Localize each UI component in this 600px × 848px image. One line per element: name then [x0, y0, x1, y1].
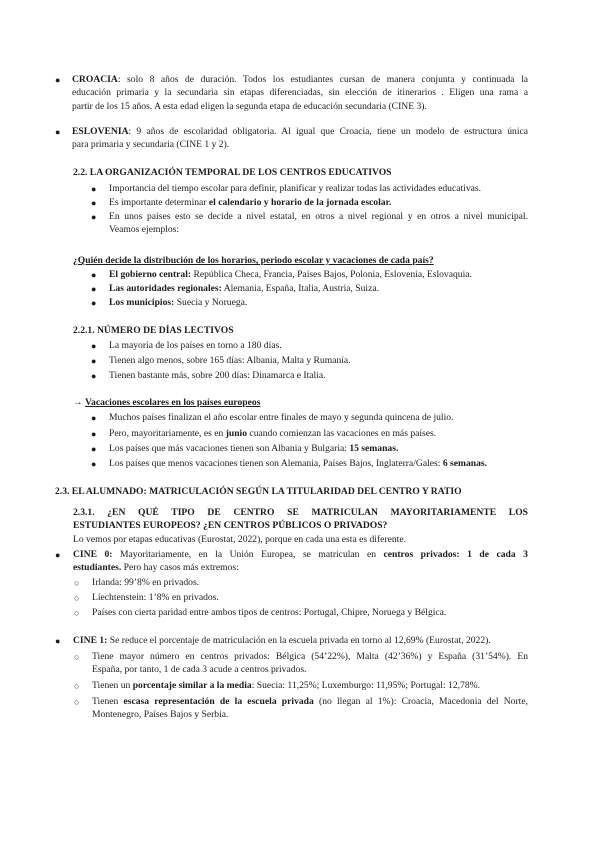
bullet-dot: ●: [91, 284, 97, 294]
sub-item: Irlanda: 99’8% en privados.: [92, 577, 200, 588]
list-item: Tienen bastante más, sobre 200 días: Dinamarca e Italia.: [109, 370, 326, 381]
bullet-dot: ●: [91, 184, 97, 194]
list-item: Importancia del tiempo escolar para definir, planificar y realizar todas las actividades educativas.: [109, 183, 482, 194]
bullet-dot: ●: [91, 413, 97, 423]
quien-decide-heading: ¿Quién decide la distribución de los horarios, periodo escolar y vacaciones de cada país?: [73, 255, 434, 266]
circle-bullet: ○: [74, 681, 80, 691]
section-heading-2-3-1: 2.3.1. ¿EN QUÉ TIPO DE CENTRO SE MATRICULAN MAYORITARIAMENTE LOS ESTUDIANTES EUROPEOS? ¿EN CENTROS PÚBLICOS O PRIVADOS?: [73, 507, 528, 532]
circle-bullet: ○: [74, 578, 80, 588]
cine0-paragraph: CINE 0: Mayoritariamente, en la Unión Europea, se matriculan en centros privados: 1 de cada 3 estudiantes. Pero hay casos más extremos:: [73, 549, 528, 574]
bullet-dot: ●: [91, 444, 97, 454]
bullet-dot: ●: [91, 371, 97, 381]
circle-bullet: ○: [74, 652, 80, 662]
sub-item: Tienen un porcentaje similar a la media: Suecia: 11,25%; Luxemburgo: 11,95%; Portugal: 12,78%.: [92, 680, 481, 691]
list-item: Es importante determinar el calendario y horario de la jornada escolar.: [109, 197, 392, 208]
list-item: Las autoridades regionales: Alemania, España, Italia, Austria, Suiza.: [109, 283, 380, 294]
circle-bullet: ○: [74, 593, 80, 603]
section-heading-2-3: 2.3. EL ALUMNADO: MATRICULACIÓN SEGÚN LA TITULARIDAD DEL CENTRO Y RATIO: [55, 486, 462, 497]
croacia-paragraph: CROACIA: solo 8 años de duración. Todos los estudiantes cursan de manera conjunta y continuada la educación primaria y la secundaria sin etapas diferenciadas, sin elección de itinerarios . Eligen una rama a partir de los 15 años. A esta edad eligen la segunda etapa de educación secundaria (CINE 3).: [72, 74, 528, 112]
bullet-dot: ●: [91, 270, 97, 280]
list-item: Pero, mayoritariamente, es en junio cuando comienzan las vacaciones en más países.: [109, 428, 437, 439]
section-heading-2-2: 2.2. LA ORGANIZACIÓN TEMPORAL DE LOS CENTROS EDUCATIVOS: [73, 167, 392, 178]
circle-bullet: ○: [74, 608, 80, 618]
list-item: El gobierno central: República Checa, Francia, Países Bajos, Polonia, Eslovenia, Eslovaquia.: [109, 269, 472, 280]
list-item: Los países que menos vacaciones tienen son Alemania, Países Bajos, Inglaterra/Gales: 6 semanas.: [109, 458, 488, 469]
vacaciones-heading: → Vacaciones escolares en los países europeos: [73, 397, 261, 408]
list-item: La mayoría de los países en torno a 180 días.: [109, 340, 282, 351]
croacia-name: CROACIA: [72, 74, 118, 85]
bullet-dot: ●: [91, 341, 97, 351]
bullet-dot: ●: [91, 198, 97, 208]
bullet-dot: ●: [91, 212, 97, 222]
bullet-dot: ●: [91, 429, 97, 439]
eslovenia-paragraph: ESLOVENIA: 9 años de escolaridad obligatoria. Al igual que Croacia, tiene un modelo de estructura única para primaria y secundaria (CINE 1 y 2).: [72, 126, 528, 151]
section-heading-2-2-1: 2.2.1. NÚMERO DE DÍAS LECTIVOS: [73, 325, 234, 336]
bullet-dot: ●: [55, 550, 61, 560]
eslovenia-name: ESLOVENIA: [72, 126, 129, 137]
sub-item: Liechtenstein: 1’8% en privados.: [92, 592, 219, 603]
list-item: Los municipios: Suecia y Noruega.: [109, 297, 248, 308]
intro-text: Lo vemos por etapas educativas (Eurostat, 2022), porque en cada una esta es diferente.: [73, 534, 406, 545]
sub-item: Tiene mayor número en centros privados: Bélgica (54’22%), Malta (42’36%) y España (31’54%). En España, por tanto, 1 de cada 3 acude a centros privados.: [92, 651, 528, 676]
bullet-dot: ●: [55, 636, 61, 646]
arrow-right-icon: →: [73, 397, 83, 408]
sub-item: Tienen escasa representación de la escuela privada (no llegan al 1%): Croacia, Macedonia del Norte, Montenegro, Países Bajos y Serbia.: [92, 696, 528, 721]
bullet-dot: ●: [91, 459, 97, 469]
list-item: En unos países esto se decide a nivel estatal, en otros a nivel regional y en otros a nivel municipal. Veamos ejemplos:: [109, 211, 528, 236]
list-item: Los países que más vacaciones tienen son Albania y Bulgaria: 15 semanas.: [109, 443, 399, 454]
list-item: Muchos países finalizan el año escolar entre finales de mayo y segunda quincena de julio.: [109, 412, 454, 423]
list-item: Tienen algo menos, sobre 165 días: Albania, Malta y Rumanía.: [109, 355, 351, 366]
sub-item: Países con cierta paridad entre ambos tipos de centros: Portugal, Chipre, Noruega y Bélgica.: [92, 607, 447, 618]
cine1-paragraph: CINE 1: Se reduce el porcentaje de matriculación en la escuela privada en torno al 12,69% (Eurostat, 2022).: [73, 635, 491, 646]
bullet-dot: ●: [55, 127, 61, 137]
bullet-dot: ●: [55, 75, 61, 85]
circle-bullet: ○: [74, 697, 80, 707]
bullet-dot: ●: [91, 298, 97, 308]
bullet-dot: ●: [91, 356, 97, 366]
